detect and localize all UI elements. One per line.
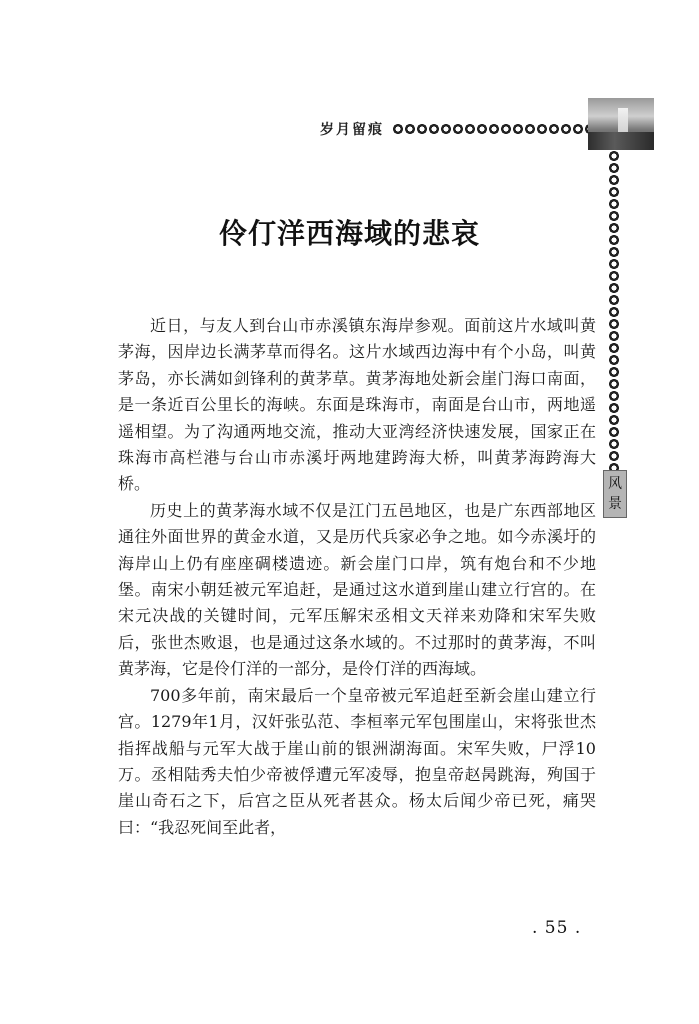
section-label: 岁月留痕 <box>320 122 384 138</box>
ornament-border-horizontal <box>392 122 608 136</box>
paragraph-1: 近日，与友人到台山市赤溪镇东海岸参观。面前这片水域叫黄茅海，因岸边长满茅草而得名。这片水域西边海中有个小岛，叫黄茅岛，亦长满如剑锋利的黄茅草。黄茅海地处新会崖门海口南面，是一条近百公里长的海峡。东面是珠海市，南面是台山市，两地遥遥相望。为了沟通两地交流，推动大亚湾经济快速发展，国家正在珠海市高栏港与台山市赤溪圩两地建跨海大桥，叫黄茅海跨海大桥。 <box>118 316 596 494</box>
paragraph-3: 700多年前，南宋最后一个皇帝被元军追赶至新会崖山建立行宫。1279年1月，汉奸张弘范、李桓率元军包围崖山，宋将张世杰指挥战船与元军大战于崖山前的银洲湖海面。宋军失败，尸浮10万。丞相陆秀夫怕少帝被俘遭元军凌辱，抱皇帝赵昺跳海，殉国于崖山奇石之下，后宫之臣从死者甚众。杨太后闻少帝已死，痛哭曰：“我忍死间至此者， <box>118 685 596 837</box>
paragraph-2: 历史上的黄茅海水域不仅是江门五邑地区，也是广东西部地区通往外面世界的黄金水道，又是历代兵家必争之地。如今赤溪圩的海岸山上仍有座座碉楼遗迹。新会崖门口岸，筑有炮台和不少地堡。南宋小朝廷被元军追赶，是通过这水道到崖山建立行宫的。在宋元决战的关键时间，元军压解宋丞相文天祥来劝降和宋军失败后，张世杰败退，也是通过这条水域的。不过那时的黄茅海，不叫黄茅海，它是伶仃洋的一部分，是伶仃洋的西海域。 <box>118 500 596 679</box>
article-title: 伶仃洋西海域的悲哀 <box>218 217 480 250</box>
waterfall-landscape-image <box>588 98 654 150</box>
article-body <box>118 313 596 841</box>
side-tab-char-2: 景 <box>608 496 622 512</box>
ornament-border-vertical <box>607 150 621 470</box>
running-header <box>320 118 608 140</box>
page-number: . 55 . <box>532 918 582 938</box>
side-tab-char-1: 风 <box>608 476 622 492</box>
side-tab <box>603 470 627 518</box>
